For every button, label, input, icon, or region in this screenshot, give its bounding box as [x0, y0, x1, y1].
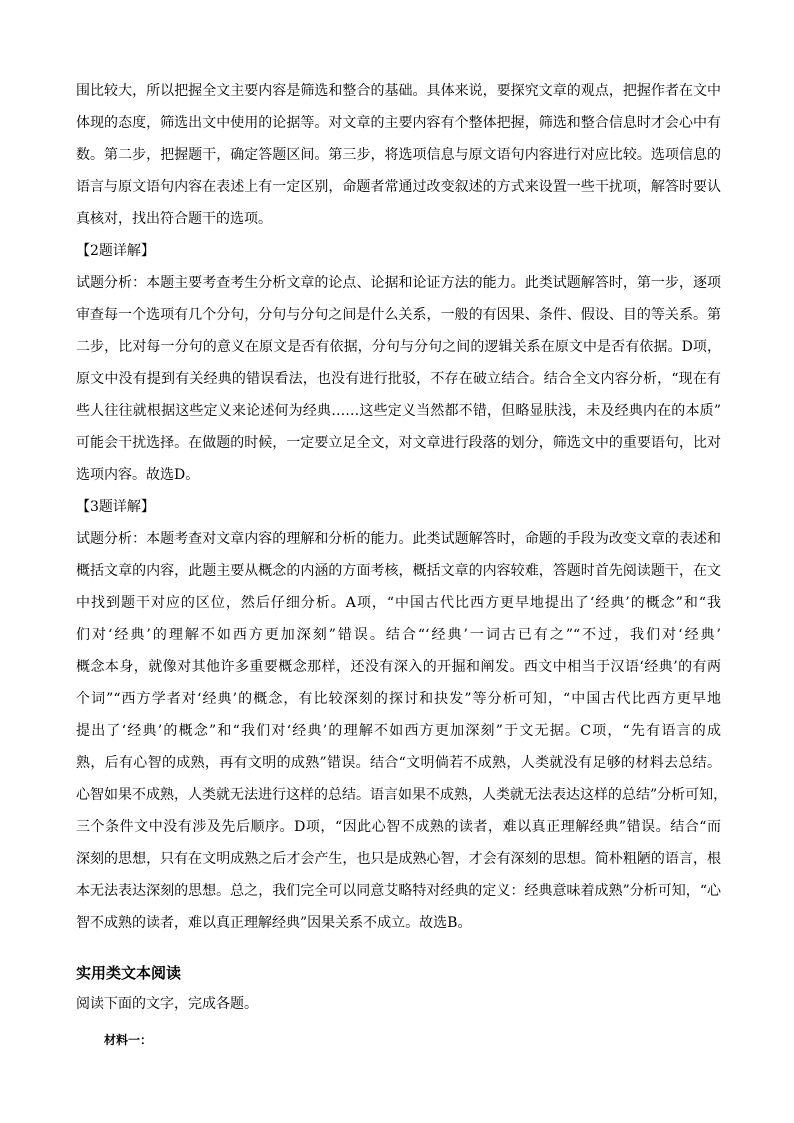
q3-line-8: 熟，后有心智的成熟，再有文明的成熟”错误。结合“文明倘若不成熟，人类就没有足够的材料去总结。: [76, 755, 721, 771]
q3-line-2: 概括文章的内容，此题主要从概念的内涵的方面考核，概括文章的内容较难，答题时首先阅读题干，在文: [76, 563, 721, 579]
intro-line-1: 围比较大，所以把握全文主要内容是筛选和整合的基础。具体来说，要探究文章的观点，把握作者在文中: [76, 83, 721, 99]
section-title: 实用类文本阅读: [76, 964, 182, 982]
q3-line-9: 心智如果不成熟，人类就无法进行这样的总结。语言如果不成熟，人类就无法表达这样的总结”分析可知，: [76, 787, 728, 803]
q3-heading: 【3题详解】: [76, 499, 155, 515]
q3-line-4: 们对‘经典’的理解不如西方更加深刻”错误。结合“‘经典’一词古已有之”“不过，我们对‘经典’: [76, 627, 721, 643]
q2-line-4: 原文中没有提到有关经典的错误看法，也没有进行批驳，不存在破立结合。结合全文内容分析，“现在有: [76, 371, 721, 387]
material-label: 材料一：: [104, 1033, 153, 1047]
q3-line-13: 智不成熟的读者，难以真正理解经典”因果关系不成立。故选B。: [76, 915, 472, 931]
q3-line-5: 概念本身，就像对其他许多重要概念那样，还没有深入的开掘和阐发。西文中相当于汉语‘经典’的有两: [76, 659, 721, 675]
intro-line-3: 数。第二步，把握题干，确定答题区间。第三步，将选项信息与原文语句内容进行对应比较。选项信息的: [76, 147, 721, 163]
q3-line-7: 提出了‘经典’的概念”和“我们对‘经典’的理解不如西方更加深刻”于文无据。C项，“先有语言的成: [76, 723, 721, 739]
q3-line-6: 个词”“西方学者对‘经典’的概念，有比较深刻的探讨和抉发”等分析可知，“中国古代比西方更早地: [76, 691, 721, 707]
q2-heading: 【2题详解】: [76, 243, 155, 259]
q3-line-3: 中找到题干对应的区位，然后仔细分析。A项，“中国古代比西方更早地提出了‘经典’的概念”和“我: [76, 595, 721, 611]
q2-line-5: 些人往往就根据这些定义来论述何为经典……这些定义当然都不错，但略显肤浅，未及经典内在的本质”: [76, 403, 721, 419]
intro-line-4: 语言与原文语句内容在表述上有一定区别，命题者常通过改变叙述的方式来设置一些干扰项，解答时要认: [76, 179, 721, 195]
q2-line-6: 可能会干扰选择。在做题的时候，一定要立足全文，对文章进行段落的划分，筛选文中的重要语句，比对: [76, 435, 721, 451]
q3-line-1: 试题分析：本题考查对文章内容的理解和分析的能力。此类试题解答时，命题的手段为改变文章的表述和: [76, 531, 721, 547]
q2-line-7: 选项内容。故选D。: [76, 467, 200, 483]
q3-line-11: 深刻的思想，只有在文明成熟之后才会产生，也只是成熟心智，才会有深刻的思想。简朴粗陋的语言，根: [76, 851, 721, 867]
q3-line-10: 三个条件文中没有涉及先后顺序。D项，“因此心智不成熟的读者，难以真正理解经典”错误。结合“而: [76, 819, 721, 835]
q2-line-2: 审查每一个选项有几个分句，分句与分句之间是什么关系，一般的有因果、条件、假设、目的等关系。第: [76, 307, 721, 323]
q2-line-3: 二步，比对每一分句的意义在原文是否有依据，分句与分句之间的逻辑关系在原文中是否有依据。D项，: [76, 339, 721, 355]
intro-line-5: 真核对，找出符合题干的选项。: [76, 211, 272, 227]
q3-line-12: 本无法表达深刻的思想。总之，我们完全可以同意艾略特对经典的定义：经典意味着成熟”分析可知，“心: [76, 883, 721, 899]
q2-line-1: 试题分析：本题主要考查考生分析文章的论点、论据和论证方法的能力。此类试题解答时，第一步，逐项: [76, 275, 721, 291]
intro-line-2: 体现的态度，筛选出文中使用的论据等。对文章的主要内容有个整体把握，筛选和整合信息时才会心中有: [76, 115, 721, 131]
section-instruction: 阅读下面的文字，完成各题。: [76, 996, 258, 1012]
